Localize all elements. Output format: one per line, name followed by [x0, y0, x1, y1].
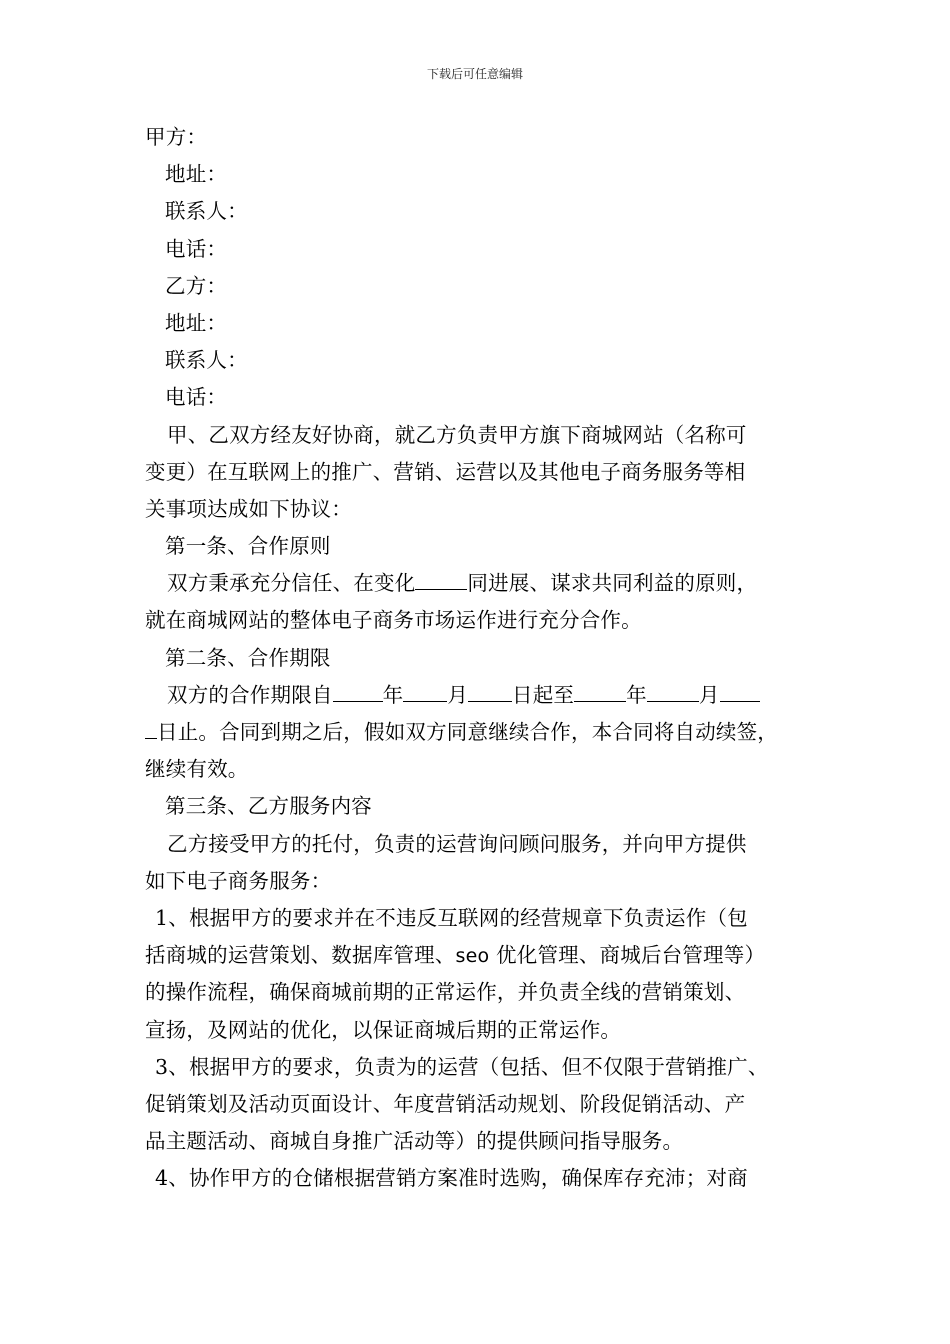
party-b-label: 乙方： [165, 273, 228, 298]
party-a-label: 甲方： [145, 125, 208, 149]
article-2-line-2 [145, 714, 825, 751]
year-label: 年 [382, 682, 404, 707]
item-1-text-a: 括商城的运营策划、数据库管理、 [145, 943, 456, 968]
article-1-title: 第一条、合作原则 [165, 534, 331, 559]
blank-field[interactable] [415, 567, 467, 590]
item-1-line-1: 1、根据甲方的要求并在不违反互联网的经营规章下负责运作（包 [155, 905, 748, 930]
item-1-text-b: 优化管理、商城后台管理等） [489, 943, 766, 968]
article-1-text-b: 同进展、谋求共同利益的原则， [467, 571, 758, 596]
party-a-contact: 联系人： [165, 199, 248, 224]
article-1-line-2: 就在商城网站的整体电子商务市场运作进行充分合作。 [145, 608, 642, 633]
item-1-line-4: 宣扬，及网站的优化，以保证商城后期的正常运作。 [145, 1017, 622, 1042]
start-day-field[interactable] [468, 679, 512, 702]
month-label: 月 [447, 682, 469, 707]
article-2-text-2: 日止。合同到期之后，假如双方同意继续合作，本合同将自动续签， [157, 720, 778, 744]
party-b-phone: 电话： [165, 385, 228, 410]
article-2-line-3: 继续有效。 [145, 757, 249, 782]
item-1-line-2 [145, 937, 825, 974]
end-day-field-a[interactable] [720, 679, 760, 702]
item-3-line-1: 3、根据甲方的要求，负责为的运营（包括、但不仅限于营销推广、 [155, 1054, 769, 1079]
year-label: 年 [626, 682, 647, 707]
party-a-address: 地址： [165, 162, 228, 187]
end-year-field[interactable] [574, 679, 626, 702]
start-year-field[interactable] [333, 679, 383, 702]
preamble-line-2: 变更）在互联网上的推广、营销、运营以及其他电子商务服务等相 [145, 459, 746, 484]
item-1-line-3: 的操作流程，确保商城前期的正常运作，并负责全线的营销策划、 [145, 980, 746, 1005]
article-3-intro-2: 如下电子商务服务： [145, 868, 332, 893]
article-2-text-a: 双方的合作期限自 [167, 682, 333, 707]
item-1-seo: seo [455, 945, 490, 968]
preamble-line-3: 关事项达成如下协议： [145, 496, 352, 521]
end-day-field-b[interactable] [145, 716, 157, 739]
day-to-label: 日起至 [512, 682, 575, 707]
item-3-line-3: 品主题活动、商城自身推广活动等）的提供顾问指导服务。 [145, 1129, 684, 1154]
start-month-field[interactable] [403, 679, 447, 702]
article-1-line-1 [145, 565, 825, 602]
article-2-title: 第二条、合作期限 [165, 645, 331, 670]
item-4-line-1: 4、协作甲方的仓储根据营销方案准时选购，确保库存充沛；对商 [155, 1166, 748, 1191]
party-a-phone: 电话： [165, 236, 228, 261]
preamble-line-1: 甲、乙双方经友好协商，就乙方负责甲方旗下商城网站（名称可 [167, 422, 747, 447]
month-label: 月 [698, 682, 720, 707]
article-3-intro-1: 乙方接受甲方的托付，负责的运营询问顾问服务，并向甲方提供 [167, 831, 747, 856]
article-1-text-a: 双方秉承充分信任、在变化 [167, 571, 416, 596]
article-2-line-1 [145, 677, 825, 714]
contract-body [145, 119, 825, 1197]
party-b-contact: 联系人： [165, 348, 248, 373]
article-3-title: 第三条、乙方服务内容 [165, 794, 372, 819]
end-month-field[interactable] [647, 679, 699, 702]
party-b-address: 地址： [165, 310, 228, 335]
item-3-line-2: 促销策划及活动页面设计、年度营销活动规划、阶段促销活动、产 [145, 1091, 746, 1116]
page-header-note: 下载后可任意编辑 [426, 67, 523, 81]
